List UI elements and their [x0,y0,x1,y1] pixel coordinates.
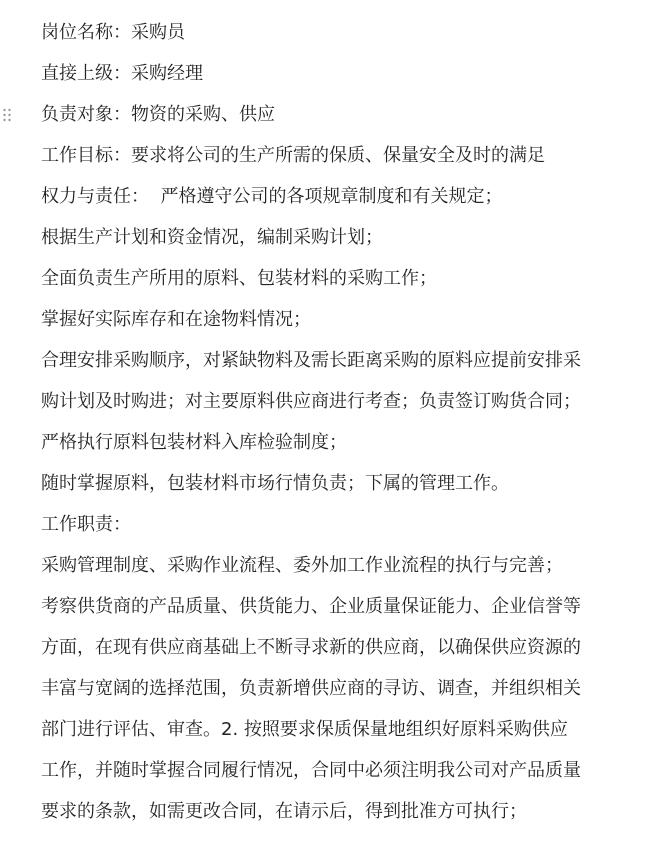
text-line: 全面负责生产所用的原料、包装材料的采购工作； [41,268,437,289]
text-line: 根据生产计划和资金情况，编制采购计划； [41,227,383,248]
text-line: 负责对象：物资的采购、供应 [41,104,275,125]
text-line: 直接上级：采购经理 [41,63,203,84]
text-line: 随时掌握原料，包装材料市场行情负责；下属的管理工作。 [41,473,509,494]
text-line: 要求的条款，如需更改合同，在请示后，得到批准方可执行； [41,801,527,822]
text-line: 丰富与宽阔的选择范围，负责新增供应商的寻访、调查，并组织相关 [41,678,581,699]
text-line: 部门进行评估、审查。2. 按照要求保质保量地组织好原料采购供应 [41,719,568,740]
text-line: 购计划及时购进；对主要原料供应商进行考查；负责签订购货合同； [41,391,581,412]
text-line: 权力与责任： 严格遵守公司的各项规章制度和有关规定； [41,186,503,207]
text-line: 采购管理制度、采购作业流程、委外加工作业流程的执行与完善； [41,555,563,576]
text-line: 方面，在现有供应商基础上不断寻求新的供应商，以确保供应资源的 [41,637,581,658]
text-line: 工作，并随时掌握合同履行情况，合同中必须注明我公司对产品质量 [41,760,581,781]
text-line: 掌握好实际库存和在途物料情况； [41,309,311,330]
text-line: 工作职责： [41,514,131,535]
text-line: 严格执行原料包装材料入库检验制度； [41,432,347,453]
text-line: 岗位名称：采购员 [41,22,185,43]
text-line: 工作目标：要求将公司的生产所需的保质、保量安全及时的满足 [41,145,545,166]
text-line: 考察供货商的产品质量、供货能力、企业质量保证能力、企业信誉等 [41,596,581,617]
document-body [41,17,661,837]
drag-handle-icon[interactable] [2,107,12,123]
text-line: 合理安排采购顺序，对紧缺物料及需长距离采购的原料应提前安排采 [41,350,581,371]
